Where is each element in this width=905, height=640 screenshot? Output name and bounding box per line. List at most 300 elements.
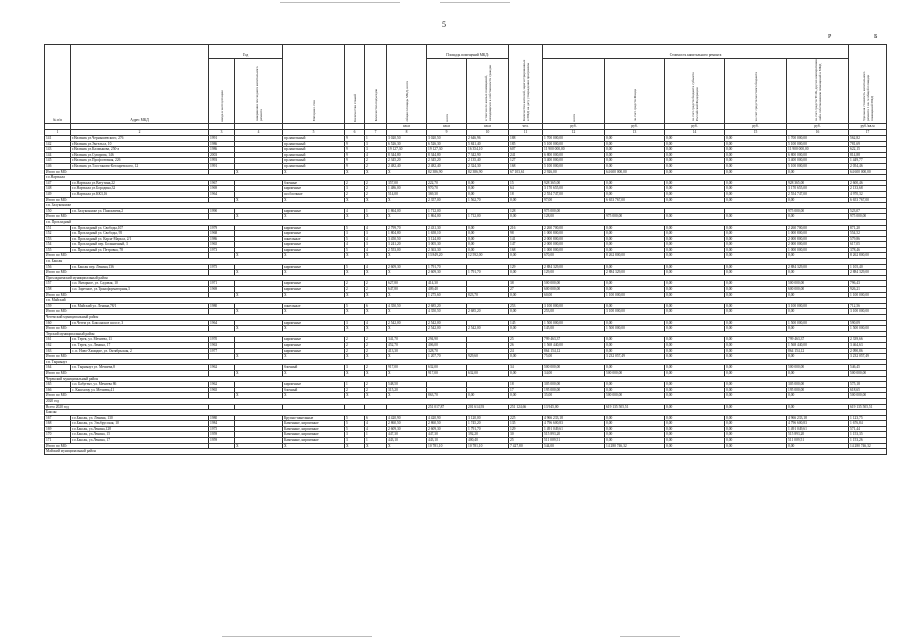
table-cell: 0,00 <box>725 326 787 332</box>
table-cell: г.о.Баксан, ул.Ленина, 15 <box>71 432 209 438</box>
table-cell: панельные <box>283 303 345 309</box>
table-cell: г.Нальчик ул.Профсоюзная, 226 <box>71 158 209 164</box>
unit-cell: чел. <box>509 124 543 130</box>
table-cell: 14 280 746,32 <box>849 443 887 449</box>
table-cell: 171 <box>45 438 71 444</box>
table-cell: 1969 <box>209 287 235 293</box>
table-cell: 0,00 <box>605 421 665 427</box>
table-cell: 0,00 <box>467 393 509 399</box>
table-cell: 128,00 <box>543 214 605 220</box>
table-cell: X <box>365 309 387 315</box>
table-cell: 5 <box>345 247 365 253</box>
header-year-repair-cell <box>235 59 283 124</box>
table-cell: X <box>387 326 427 332</box>
table-cell: 2 609,30 <box>427 426 467 432</box>
table-cell: 1962 <box>209 365 235 371</box>
table-cell: 0,00 <box>605 387 665 393</box>
table-cell: 188 <box>509 136 543 142</box>
table-cell: 970,70 <box>427 186 467 192</box>
table-cell: г.п. Терек, ул. Ленина, 17 <box>71 342 209 348</box>
table-cell: 617,05 <box>849 242 887 248</box>
table-cell: 500 000,00 <box>787 281 849 287</box>
table-cell: 2 <box>365 382 387 388</box>
table-cell: 6 653 767,00 <box>849 197 887 203</box>
table-cell: 17 <box>509 387 543 393</box>
table-cell: 195 000,00 <box>543 387 605 393</box>
header-address: Адрес МКД <box>71 45 209 124</box>
table-cell: кирпичные <box>283 348 345 354</box>
table-cell: 0,00 <box>605 152 665 158</box>
table-cell: 145 <box>509 320 543 326</box>
table-cell: 0,00 <box>605 382 665 388</box>
table-cell: 1 491 049,61 <box>543 426 605 432</box>
table-cell: 0,00 <box>665 309 725 315</box>
table-cell: 2 000 000,00 <box>787 242 849 248</box>
header-year-group: Год <box>209 45 283 59</box>
table-cell: 0,00 <box>725 225 787 231</box>
table-cell: 0,00 <box>725 270 787 276</box>
table-cell: 0,00 <box>467 247 509 253</box>
table-cell: 2 <box>365 158 387 164</box>
table-cell: X <box>345 309 365 315</box>
table-cell: с. Кашхатау ул. Мечиева,41 <box>71 387 209 393</box>
column-number-cell: 6 <box>345 130 365 136</box>
table-cell: 4 <box>365 426 387 432</box>
table-cell: пр.панельный <box>283 141 345 147</box>
table-cell: 554,52 <box>849 231 887 237</box>
table-cell: 2 363,30 <box>427 247 467 253</box>
table-cell: 5 <box>345 415 365 421</box>
table-cell: 500 000,00 <box>787 365 849 371</box>
table-cell: 1 712,00 <box>467 214 509 220</box>
table-cell: X <box>235 197 283 203</box>
table-cell: 4 <box>345 208 365 214</box>
table-cell: 0,00 <box>665 326 725 332</box>
table-cell: 216 <box>509 225 543 231</box>
table-cell: 0,00 <box>787 270 849 276</box>
table-cell: 13 849,20 <box>427 253 467 259</box>
table-cell: 579,86 <box>849 236 887 242</box>
column-number-cell: 3 <box>209 130 235 136</box>
table-cell: 1 153,26 <box>849 438 887 444</box>
table-cell: 2 884 329,00 <box>543 264 605 270</box>
table-cell: X <box>345 292 365 298</box>
table-cell: 2 345,20 <box>427 158 467 164</box>
table-cell: Каменные, кирпичные <box>283 432 345 438</box>
table-cell: 4 970,32 <box>849 191 887 197</box>
table-cell: 2 000 000,00 <box>543 242 605 248</box>
table-cell: 0,00 <box>665 443 725 449</box>
table-cell: X <box>365 253 387 259</box>
table-cell: X <box>387 292 427 298</box>
table-cell: X <box>345 214 365 220</box>
table-cell: блочные <box>283 180 345 186</box>
table-cell: 1 500 000,00 <box>849 326 887 332</box>
header-number: № п/п <box>45 45 71 124</box>
table-cell: 4 966 233,18 <box>543 415 605 421</box>
table-cell: пр.панельный <box>283 152 345 158</box>
section-title: г.п. Баксан <box>45 259 887 265</box>
table-cell: 4 <box>365 320 387 326</box>
header-cost-region: за счет средств бюджета субъекта Российской Федерации <box>690 72 699 122</box>
table-cell: 0,00 <box>605 242 665 248</box>
table-cell: 0,00 <box>605 147 665 153</box>
table-cell: 1991 <box>209 163 235 169</box>
table-cell: 0,00 <box>605 342 665 348</box>
table-cell: 0,00 <box>725 393 787 399</box>
table-cell: г.п. Прохладный пер. Больничный, 3 <box>71 242 209 248</box>
table-cell: г.о.Баксан, ул. Эльбрусская, 10 <box>71 421 209 427</box>
table-cell: X <box>235 253 283 259</box>
header-cost-fund-cell <box>605 59 665 124</box>
table-cell: 1 <box>365 432 387 438</box>
table-cell: 928 365,00 <box>543 180 605 186</box>
table-cell: 0,00 <box>467 236 509 242</box>
table-cell: 544,00 <box>543 443 605 449</box>
table-cell: 0,00 <box>665 191 725 197</box>
table-cell: 2 <box>365 287 387 293</box>
table-cell: 0,00 <box>665 415 725 421</box>
column-number-cell: 5 <box>283 130 345 136</box>
column-number-cell: 12 <box>543 130 605 136</box>
table-cell: 443,10 <box>387 438 427 444</box>
table-cell: 5 841,40 <box>467 141 509 147</box>
table-cell: с.п. Янтарное, ул. Садовая, 10 <box>71 281 209 287</box>
table-cell: 3 400 000,00 <box>787 158 849 164</box>
table-cell: 0,00 <box>725 214 787 220</box>
table-cell: 3 170 655,00 <box>543 186 605 192</box>
table-cell: 8 262 800,00 <box>605 253 665 259</box>
table-cell: 11 900 000,00 <box>543 147 605 153</box>
table-cell: г.о.Баксан, ул.Ленина,128 <box>71 426 209 432</box>
table-cell: 0,00 <box>787 443 849 449</box>
table-cell: 5 100 000,00 <box>787 163 849 169</box>
table-cell: 8 344,80 <box>387 152 427 158</box>
table-cell: 9 <box>345 141 365 147</box>
table-cell: г.о.Нарткала ул.Ватутина,22 <box>71 180 209 186</box>
table-cell: 917,00 <box>387 365 427 371</box>
table-cell: X <box>365 354 387 360</box>
table-cell: 0,00 <box>725 169 787 175</box>
table-cell: 1 100 000,00 <box>605 292 665 298</box>
table-cell: 864 154,12 <box>787 348 849 354</box>
table-cell: 6 526,30 <box>427 141 467 147</box>
table-cell: 1984 <box>209 421 235 427</box>
table-cell: 0,00 <box>725 158 787 164</box>
table-cell: 163 <box>45 348 71 354</box>
table-cell: 447,30 <box>427 432 467 438</box>
table-cell: Каменные, кирпичные <box>283 426 345 432</box>
header-premises-citizens: в том числе жилых помещений, находящихся в собственности граждан <box>483 65 492 122</box>
table-cell: кирпичные <box>283 264 345 270</box>
table-cell: 2 542,00 <box>467 326 509 332</box>
table-cell: 0,00 <box>665 214 725 220</box>
table-cell: 1 207,70 <box>427 354 467 360</box>
header-year-repair: завершения последнего капитального ремонта <box>254 66 263 122</box>
table-cell: 144 <box>45 152 71 158</box>
table-cell: 975 000,00 <box>849 214 887 220</box>
table-cell: 0,00 <box>605 365 665 371</box>
table-cell: 1 000 800,00 <box>543 231 605 237</box>
table-cell: 251 124,66 <box>509 404 543 410</box>
table-cell: 413,30 <box>387 348 427 354</box>
section-title: г.п. Залукокоаже <box>45 203 887 209</box>
table-cell: 7 342,90 <box>467 152 509 158</box>
header-residents: Количество жителей, зарегистрированных в МКД на дату утверждения программы <box>521 60 530 122</box>
table-cell: 19 127,30 <box>387 147 427 153</box>
table-cell: 146 <box>45 163 71 169</box>
table-cell: 0,00 <box>665 348 725 354</box>
table-cell: 1969 <box>209 186 235 192</box>
table-cell: 156 <box>45 264 71 270</box>
table-cell: 4 <box>345 242 365 248</box>
table-cell: 2 <box>365 337 387 343</box>
table-cell: 0,00 <box>665 147 725 153</box>
table-cell: 0,00 <box>467 180 509 186</box>
table-cell: 4 966 233,18 <box>787 415 849 421</box>
table-cell: г.п. Залукокоаже ул. Пшихачева,2 <box>71 208 209 214</box>
table-body <box>45 136 887 455</box>
table-cell: 185 <box>509 141 543 147</box>
table-cell: 1959 <box>209 438 235 444</box>
table-cell: 141 <box>509 236 543 242</box>
table-cell: 0,00 <box>509 309 543 315</box>
table-cell: X <box>283 326 345 332</box>
table-cell: 871,20 <box>849 225 887 231</box>
table-cell: 2 542,00 <box>427 320 467 326</box>
table-cell: 1 <box>365 438 387 444</box>
column-number-cell: 17 <box>849 130 887 136</box>
table-cell: X <box>387 253 427 259</box>
table-cell: X <box>387 370 427 376</box>
table-cell: 161 <box>45 337 71 343</box>
column-number-cell: 7 <box>365 130 387 136</box>
table-cell: 562,82 <box>849 136 887 142</box>
table-cell: 2 553,00 <box>387 247 427 253</box>
table-cell: 0,00 <box>665 320 725 326</box>
table-cell: 1959 <box>209 432 235 438</box>
table-cell: 167 <box>45 415 71 421</box>
table-cell: 799 463,37 <box>787 337 849 343</box>
table-cell: 575,18 <box>849 382 887 388</box>
table-cell: X <box>283 270 345 276</box>
table-cell: г.п. Терек, ул. Мечиева, 11 <box>71 337 209 343</box>
table-cell: г.о.Нарткала ул.ККЗ,16 <box>71 191 209 197</box>
table-cell: X <box>345 393 365 399</box>
table-cell: кирпичные <box>283 287 345 293</box>
table-cell: 225 <box>509 415 543 421</box>
table-cell: 2 054,46 <box>849 163 887 169</box>
table-cell: X <box>235 443 283 449</box>
table-cell: 4 <box>365 225 387 231</box>
table-cell: 590,09 <box>849 320 887 326</box>
table-cell: 1986 <box>209 141 235 147</box>
table-cell: 0,00 <box>509 393 543 399</box>
table-cell: 0,00 <box>665 231 725 237</box>
table-cell: 0,00 <box>665 287 725 293</box>
table-cell: X <box>365 393 387 399</box>
table-cell: 0,00 <box>725 303 787 309</box>
table-cell: 2 609,30 <box>427 270 467 276</box>
table-cell: 5 <box>345 421 365 427</box>
table-cell: 3 170 655,00 <box>787 186 849 192</box>
table-cell: 34,00 <box>543 370 605 376</box>
header-specific-cost: Удельная стоимость капитального ремонта 1 кв. м общей площади помещений МКД <box>861 72 874 122</box>
table-cell: 2 345,20 <box>387 158 427 164</box>
table-cell: X <box>283 214 345 220</box>
table-cell: 1963 <box>209 342 235 348</box>
table-cell: 500 000,00 <box>849 370 887 376</box>
table-cell: 0,00 <box>605 247 665 253</box>
table-cell: X <box>365 370 387 376</box>
table-cell: 168 <box>509 247 543 253</box>
table-cell: X <box>387 214 427 220</box>
table-cell: 392,20 <box>467 432 509 438</box>
table-cell: X <box>365 214 387 220</box>
table-cell: 2 <box>345 287 365 293</box>
table-cell: 153 <box>45 236 71 242</box>
table-cell: 409,40 <box>427 287 467 293</box>
table-cell: 1 123,75 <box>849 415 887 421</box>
table-cell: 1 275,60 <box>427 292 467 298</box>
section-title: Баксан <box>45 410 887 416</box>
table-cell: 500 000,00 <box>605 393 665 399</box>
table-cell: 3 <box>365 231 387 237</box>
table-cell: 150 <box>45 208 71 214</box>
table-cell: X <box>283 309 345 315</box>
table-cell: 9 <box>345 147 365 153</box>
table-cell: 0,00 <box>665 370 725 376</box>
column-number-cell: 8 <box>387 130 427 136</box>
table-cell: 3 400 000,00 <box>543 158 605 164</box>
table-cell: 2 609,30 <box>387 264 427 270</box>
table-cell: 18 <box>509 191 543 197</box>
table-cell: кирпичные <box>283 225 345 231</box>
table-cell: 0,00 <box>665 169 725 175</box>
table-cell: 0,00 <box>605 231 665 237</box>
table-cell: с.п. Бабугент, ул. Мечиева 86 <box>71 382 209 388</box>
table-cell: X <box>283 354 345 360</box>
table-cell: Итого по МО: <box>45 169 209 175</box>
table-cell: 1964 <box>209 191 235 197</box>
table-cell: 0,00 <box>725 287 787 293</box>
unit-cell: руб. <box>665 124 725 130</box>
table-cell: 0,00 <box>665 382 725 388</box>
table-cell: 0,00 <box>787 214 849 220</box>
table-cell: 0,00 <box>725 404 787 410</box>
header-cost-owners-cell <box>787 59 849 124</box>
table-cell: кирпичные <box>283 242 345 248</box>
section-header-row <box>45 449 887 455</box>
table-cell: 3 100 000,00 <box>543 303 605 309</box>
table-cell: Итого по МО: <box>45 292 209 298</box>
table-cell: 0,00 <box>605 426 665 432</box>
table-cell: 129 <box>509 426 543 432</box>
table-cell: 2 000 800,00 <box>787 236 849 242</box>
table-cell: 0,00 <box>787 253 849 259</box>
table-cell: 0,00 <box>725 387 787 393</box>
table-cell: 452,70 <box>387 342 427 348</box>
table-cell: 1986 <box>209 147 235 153</box>
table-cell: Каменные, кирпичные <box>283 421 345 427</box>
table-cell: 627,80 <box>387 281 427 287</box>
header-entrances: Количество подъездов <box>373 89 378 122</box>
unit-cell: кв.м <box>387 124 427 130</box>
table-cell: 0,00 <box>665 186 725 192</box>
table-cell: 2 542,00 <box>427 326 467 332</box>
table-cell: 0,00 <box>605 141 665 147</box>
table-cell: 1975 <box>209 264 235 270</box>
header-premises-total: всего <box>444 113 449 122</box>
table-cell: 0,00 <box>605 281 665 287</box>
table-cell: 5 <box>345 264 365 270</box>
table-cell: 3 <box>365 141 387 147</box>
section-title: Майский муниципальный район <box>45 449 887 455</box>
table-cell: 165 <box>45 382 71 388</box>
table-cell: 26 <box>509 342 543 348</box>
table-cell: 0,00 <box>665 303 725 309</box>
table-cell: 632,00 <box>467 370 509 376</box>
table-cell: 0,00 <box>787 169 849 175</box>
table-cell: X <box>235 270 283 276</box>
header-cost-group: Стоимость капитального ремонта <box>543 45 849 59</box>
table-cell: 1 700 000,00 <box>543 136 605 142</box>
table-cell: 607 <box>509 147 543 153</box>
table-cell: 1975 <box>209 426 235 432</box>
table-cell: 1 153,35 <box>849 432 887 438</box>
table-cell: 11 900 000,00 <box>787 147 849 153</box>
table-cell: 0,00 <box>787 292 849 298</box>
table-cell: 2 260 700,00 <box>543 225 605 231</box>
table-cell: 3 450,50 <box>387 236 427 242</box>
table-cell: 3 <box>345 432 365 438</box>
table-cell: 4 <box>365 247 387 253</box>
section-title: г.п. Майский <box>45 298 887 304</box>
table-cell: X <box>345 443 365 449</box>
table-cell: 19 127,30 <box>427 147 467 153</box>
table-cell: 8 262 800,00 <box>849 253 887 259</box>
header-total-area: общая площадь МКД, всего <box>404 81 409 122</box>
table-cell: 82 386,90 <box>427 169 467 175</box>
table-cell: 1964 <box>209 320 235 326</box>
table-cell: 170 <box>45 432 71 438</box>
table-cell: 151 <box>45 225 71 231</box>
table-cell: 147 <box>509 242 543 248</box>
table-cell: Каменные, кирпичные <box>283 438 345 444</box>
table-cell: пр.панельный <box>283 158 345 164</box>
table-cell: 378,46 <box>849 247 887 253</box>
table-cell: 0,00 <box>605 348 665 354</box>
table-cell: 0,00 <box>787 197 849 203</box>
header-material-cell <box>283 45 345 124</box>
table-cell: 975 000,00 <box>543 208 605 214</box>
table-cell: 147 <box>45 180 71 186</box>
table-cell: 2 685,20 <box>467 309 509 315</box>
table-cell: 1 <box>345 382 365 388</box>
table-cell: 5 100 000,00 <box>787 141 849 147</box>
table-cell: 3 <box>365 147 387 153</box>
table-cell: 0,00 <box>725 348 787 354</box>
table-cell: 0,00 <box>725 253 787 259</box>
column-number-cell: 11 <box>509 130 543 136</box>
table-cell: 145 <box>45 158 71 164</box>
table-cell: 35,00 <box>543 393 605 399</box>
table-cell: 0,00 <box>665 432 725 438</box>
table-cell: 2 324,30 <box>467 163 509 169</box>
repair-program-table-wrapper <box>44 44 886 455</box>
table-cell: X <box>235 326 283 332</box>
header-year-built-cell <box>209 59 235 124</box>
